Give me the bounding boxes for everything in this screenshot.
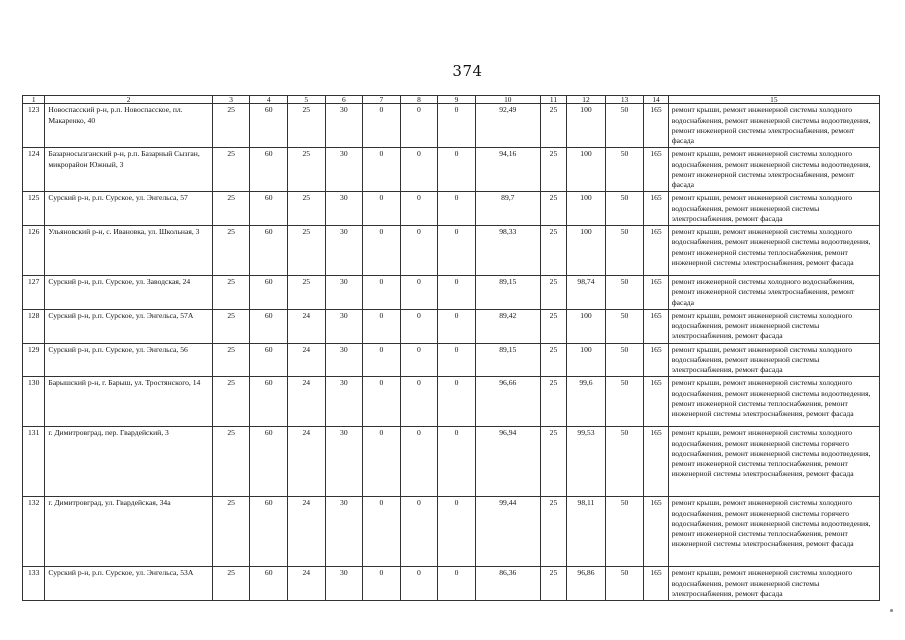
value-cell: 165 bbox=[644, 567, 668, 601]
address-cell: Сурский р-н, р.п. Сурское, ул. Энгельса, 53А bbox=[45, 567, 213, 601]
value-cell: 0 bbox=[400, 497, 438, 567]
value-cell: 0 bbox=[400, 226, 438, 276]
value-cell: 0 bbox=[438, 377, 476, 427]
value-cell: 30 bbox=[325, 567, 363, 601]
works-cell: ремонт крыши, ремонт инженерной системы холодного водоснабжения, ремонт инженерной системы электроснабжения, ремонт фасада bbox=[668, 309, 879, 343]
column-header: 7 bbox=[363, 96, 401, 104]
column-header: 3 bbox=[212, 96, 250, 104]
value-cell: 25 bbox=[212, 226, 250, 276]
row-number: 133 bbox=[23, 567, 45, 601]
table-row bbox=[23, 309, 880, 343]
value-cell: 99,53 bbox=[567, 427, 606, 497]
value-cell: 96,94 bbox=[475, 427, 540, 497]
address-cell: Барышский р-н, г. Барыш, ул. Тростянского, 14 bbox=[45, 377, 213, 427]
works-cell: ремонт инженерной системы холодного водоснабжения, ремонт инженерной системы электроснабжения, ремонт фасада bbox=[668, 276, 879, 310]
value-cell: 25 bbox=[540, 567, 566, 601]
value-cell: 0 bbox=[400, 377, 438, 427]
value-cell: 0 bbox=[438, 343, 476, 377]
value-cell: 0 bbox=[438, 497, 476, 567]
address-cell: Базарносызганский р-н, р.п. Базарный Сызган, микрорайон Южный, 3 bbox=[45, 148, 213, 192]
value-cell: 0 bbox=[400, 104, 438, 148]
scan-speck bbox=[890, 609, 893, 612]
value-cell: 50 bbox=[605, 148, 644, 192]
value-cell: 165 bbox=[644, 104, 668, 148]
table-row bbox=[23, 567, 880, 601]
value-cell: 0 bbox=[363, 567, 401, 601]
value-cell: 25 bbox=[212, 104, 250, 148]
value-cell: 0 bbox=[363, 377, 401, 427]
value-cell: 60 bbox=[250, 104, 288, 148]
value-cell: 98,11 bbox=[567, 497, 606, 567]
value-cell: 50 bbox=[605, 192, 644, 226]
table-row bbox=[23, 104, 880, 148]
value-cell: 0 bbox=[400, 148, 438, 192]
value-cell: 25 bbox=[212, 343, 250, 377]
value-cell: 60 bbox=[250, 226, 288, 276]
column-header: 6 bbox=[325, 96, 363, 104]
value-cell: 30 bbox=[325, 377, 363, 427]
address-cell: Сурский р-н, р.п. Сурское, ул. Энгельса, 56 bbox=[45, 343, 213, 377]
value-cell: 50 bbox=[605, 309, 644, 343]
column-header: 9 bbox=[438, 96, 476, 104]
value-cell: 98,33 bbox=[475, 226, 540, 276]
value-cell: 0 bbox=[363, 148, 401, 192]
works-cell: ремонт крыши, ремонт инженерной системы холодного водоснабжения, ремонт инженерной системы горячего водоснабжения, ремонт инженерной системы водоотведения, ремонт инженерной системы теплоснабжения, ремонт инженерной системы электроснабжения, ремонт фасада bbox=[668, 427, 879, 497]
value-cell: 60 bbox=[250, 497, 288, 567]
value-cell: 0 bbox=[438, 276, 476, 310]
value-cell: 25 bbox=[287, 148, 325, 192]
value-cell: 89,42 bbox=[475, 309, 540, 343]
value-cell: 25 bbox=[212, 276, 250, 310]
value-cell: 165 bbox=[644, 343, 668, 377]
row-number: 123 bbox=[23, 104, 45, 148]
column-header: 12 bbox=[567, 96, 606, 104]
value-cell: 24 bbox=[287, 309, 325, 343]
value-cell: 99,44 bbox=[475, 497, 540, 567]
value-cell: 30 bbox=[325, 148, 363, 192]
value-cell: 0 bbox=[438, 104, 476, 148]
works-cell: ремонт крыши, ремонт инженерной системы холодного водоснабжения, ремонт инженерной системы электроснабжения, ремонт фасада bbox=[668, 343, 879, 377]
address-cell: г. Димитровград, пер. Гвардейский, 3 bbox=[45, 427, 213, 497]
value-cell: 25 bbox=[287, 104, 325, 148]
value-cell: 24 bbox=[287, 497, 325, 567]
value-cell: 50 bbox=[605, 343, 644, 377]
column-header: 11 bbox=[540, 96, 566, 104]
value-cell: 165 bbox=[644, 192, 668, 226]
column-header: 1 bbox=[23, 96, 45, 104]
value-cell: 25 bbox=[540, 343, 566, 377]
address-cell: Сурский р-н, р.п. Сурское, ул. Энгельса, 57 bbox=[45, 192, 213, 226]
value-cell: 165 bbox=[644, 276, 668, 310]
value-cell: 25 bbox=[287, 226, 325, 276]
row-number: 125 bbox=[23, 192, 45, 226]
value-cell: 25 bbox=[287, 276, 325, 310]
row-number: 131 bbox=[23, 427, 45, 497]
value-cell: 25 bbox=[540, 497, 566, 567]
table-row bbox=[23, 276, 880, 310]
value-cell: 30 bbox=[325, 276, 363, 310]
value-cell: 60 bbox=[250, 567, 288, 601]
value-cell: 0 bbox=[438, 567, 476, 601]
value-cell: 30 bbox=[325, 226, 363, 276]
value-cell: 25 bbox=[212, 497, 250, 567]
value-cell: 25 bbox=[212, 192, 250, 226]
value-cell: 0 bbox=[400, 276, 438, 310]
column-number-row bbox=[23, 96, 880, 104]
value-cell: 60 bbox=[250, 427, 288, 497]
value-cell: 50 bbox=[605, 226, 644, 276]
value-cell: 60 bbox=[250, 192, 288, 226]
value-cell: 0 bbox=[363, 226, 401, 276]
value-cell: 60 bbox=[250, 377, 288, 427]
value-cell: 25 bbox=[287, 192, 325, 226]
column-header: 4 bbox=[250, 96, 288, 104]
address-cell: Новоспасский р-н, р.п. Новоспасское, пл. Макаренко, 40 bbox=[45, 104, 213, 148]
works-cell: ремонт крыши, ремонт инженерной системы холодного водоснабжения, ремонт инженерной системы водоотведения, ремонт инженерной системы теплоснабжения, ремонт инженерной системы электроснабжения, ремонт фасада bbox=[668, 377, 879, 427]
value-cell: 86,36 bbox=[475, 567, 540, 601]
value-cell: 92,49 bbox=[475, 104, 540, 148]
value-cell: 60 bbox=[250, 343, 288, 377]
table-row bbox=[23, 192, 880, 226]
value-cell: 165 bbox=[644, 377, 668, 427]
value-cell: 165 bbox=[644, 148, 668, 192]
table-row bbox=[23, 148, 880, 192]
value-cell: 30 bbox=[325, 192, 363, 226]
value-cell: 0 bbox=[363, 427, 401, 497]
value-cell: 89,15 bbox=[475, 343, 540, 377]
value-cell: 30 bbox=[325, 104, 363, 148]
value-cell: 0 bbox=[363, 104, 401, 148]
value-cell: 89,7 bbox=[475, 192, 540, 226]
row-number: 127 bbox=[23, 276, 45, 310]
table-row bbox=[23, 427, 880, 497]
value-cell: 0 bbox=[363, 497, 401, 567]
value-cell: 0 bbox=[363, 343, 401, 377]
value-cell: 25 bbox=[540, 192, 566, 226]
value-cell: 24 bbox=[287, 377, 325, 427]
table-row bbox=[23, 343, 880, 377]
value-cell: 25 bbox=[212, 309, 250, 343]
value-cell: 25 bbox=[540, 104, 566, 148]
value-cell: 96,86 bbox=[567, 567, 606, 601]
value-cell: 25 bbox=[540, 276, 566, 310]
column-header: 15 bbox=[668, 96, 879, 104]
value-cell: 24 bbox=[287, 427, 325, 497]
works-cell: ремонт крыши, ремонт инженерной системы холодного водоснабжения, ремонт инженерной системы электроснабжения, ремонт фасада bbox=[668, 567, 879, 601]
value-cell: 0 bbox=[438, 309, 476, 343]
works-cell: ремонт крыши, ремонт инженерной системы холодного водоснабжения, ремонт инженерной системы водоотведения, ремонт инженерной системы электроснабжения, ремонт фасада bbox=[668, 104, 879, 148]
value-cell: 60 bbox=[250, 148, 288, 192]
value-cell: 0 bbox=[438, 192, 476, 226]
value-cell: 165 bbox=[644, 226, 668, 276]
table-row bbox=[23, 377, 880, 427]
value-cell: 165 bbox=[644, 427, 668, 497]
value-cell: 25 bbox=[540, 427, 566, 497]
value-cell: 100 bbox=[567, 104, 606, 148]
column-header: 2 bbox=[45, 96, 213, 104]
value-cell: 50 bbox=[605, 497, 644, 567]
value-cell: 165 bbox=[644, 309, 668, 343]
value-cell: 0 bbox=[363, 309, 401, 343]
value-cell: 100 bbox=[567, 226, 606, 276]
address-cell: Сурский р-н, р.п. Сурское, ул. Энгельса, 57А bbox=[45, 309, 213, 343]
value-cell: 100 bbox=[567, 309, 606, 343]
value-cell: 100 bbox=[567, 192, 606, 226]
column-header: 10 bbox=[475, 96, 540, 104]
value-cell: 25 bbox=[540, 309, 566, 343]
value-cell: 30 bbox=[325, 497, 363, 567]
row-number: 129 bbox=[23, 343, 45, 377]
works-cell: ремонт крыши, ремонт инженерной системы холодного водоснабжения, ремонт инженерной системы горячего водоснабжения, ремонт инженерной системы водоотведения, ремонт инженерной системы теплоснабжения, ремонт инженерной системы электроснабжения, ремонт фасада bbox=[668, 497, 879, 567]
value-cell: 0 bbox=[400, 192, 438, 226]
value-cell: 0 bbox=[400, 427, 438, 497]
value-cell: 50 bbox=[605, 427, 644, 497]
value-cell: 24 bbox=[287, 343, 325, 377]
value-cell: 30 bbox=[325, 427, 363, 497]
address-cell: Сурский р-н, р.п. Сурское, ул. Заводская, 24 bbox=[45, 276, 213, 310]
value-cell: 30 bbox=[325, 343, 363, 377]
value-cell: 0 bbox=[363, 276, 401, 310]
column-header: 13 bbox=[605, 96, 644, 104]
column-header: 5 bbox=[287, 96, 325, 104]
value-cell: 25 bbox=[212, 377, 250, 427]
column-header: 8 bbox=[400, 96, 438, 104]
value-cell: 25 bbox=[212, 567, 250, 601]
row-number: 128 bbox=[23, 309, 45, 343]
value-cell: 0 bbox=[400, 309, 438, 343]
value-cell: 50 bbox=[605, 377, 644, 427]
row-number: 132 bbox=[23, 497, 45, 567]
value-cell: 25 bbox=[540, 377, 566, 427]
repair-table bbox=[22, 95, 880, 601]
value-cell: 0 bbox=[438, 226, 476, 276]
value-cell: 100 bbox=[567, 343, 606, 377]
table-row bbox=[23, 497, 880, 567]
value-cell: 50 bbox=[605, 276, 644, 310]
value-cell: 0 bbox=[438, 148, 476, 192]
page-number: 374 bbox=[452, 62, 483, 80]
value-cell: 50 bbox=[605, 104, 644, 148]
value-cell: 0 bbox=[400, 343, 438, 377]
value-cell: 60 bbox=[250, 309, 288, 343]
address-cell: г. Димитровград, ул. Гвардейская, 34а bbox=[45, 497, 213, 567]
row-number: 130 bbox=[23, 377, 45, 427]
address-cell: Ульяновский р-н, с. Ивановка, ул. Школьная, 3 bbox=[45, 226, 213, 276]
value-cell: 98,74 bbox=[567, 276, 606, 310]
value-cell: 30 bbox=[325, 309, 363, 343]
value-cell: 100 bbox=[567, 148, 606, 192]
value-cell: 25 bbox=[540, 148, 566, 192]
column-header: 14 bbox=[644, 96, 668, 104]
row-number: 124 bbox=[23, 148, 45, 192]
works-cell: ремонт крыши, ремонт инженерной системы холодного водоснабжения, ремонт инженерной системы водоотведения, ремонт инженерной системы электроснабжения, ремонт фасада bbox=[668, 148, 879, 192]
row-number: 126 bbox=[23, 226, 45, 276]
value-cell: 50 bbox=[605, 567, 644, 601]
value-cell: 25 bbox=[540, 226, 566, 276]
works-cell: ремонт крыши, ремонт инженерной системы холодного водоснабжения, ремонт инженерной системы электроснабжения, ремонт фасада bbox=[668, 192, 879, 226]
value-cell: 96,66 bbox=[475, 377, 540, 427]
value-cell: 0 bbox=[363, 192, 401, 226]
value-cell: 0 bbox=[438, 427, 476, 497]
value-cell: 25 bbox=[212, 427, 250, 497]
value-cell: 24 bbox=[287, 567, 325, 601]
value-cell: 25 bbox=[212, 148, 250, 192]
table-row bbox=[23, 226, 880, 276]
works-cell: ремонт крыши, ремонт инженерной системы холодного водоснабжения, ремонт инженерной системы водоотведения, ремонт инженерной системы теплоснабжения, ремонт инженерной системы электроснабжения, ремонт фасада bbox=[668, 226, 879, 276]
value-cell: 89,15 bbox=[475, 276, 540, 310]
value-cell: 60 bbox=[250, 276, 288, 310]
value-cell: 99,6 bbox=[567, 377, 606, 427]
value-cell: 165 bbox=[644, 497, 668, 567]
value-cell: 94,16 bbox=[475, 148, 540, 192]
value-cell: 0 bbox=[400, 567, 438, 601]
